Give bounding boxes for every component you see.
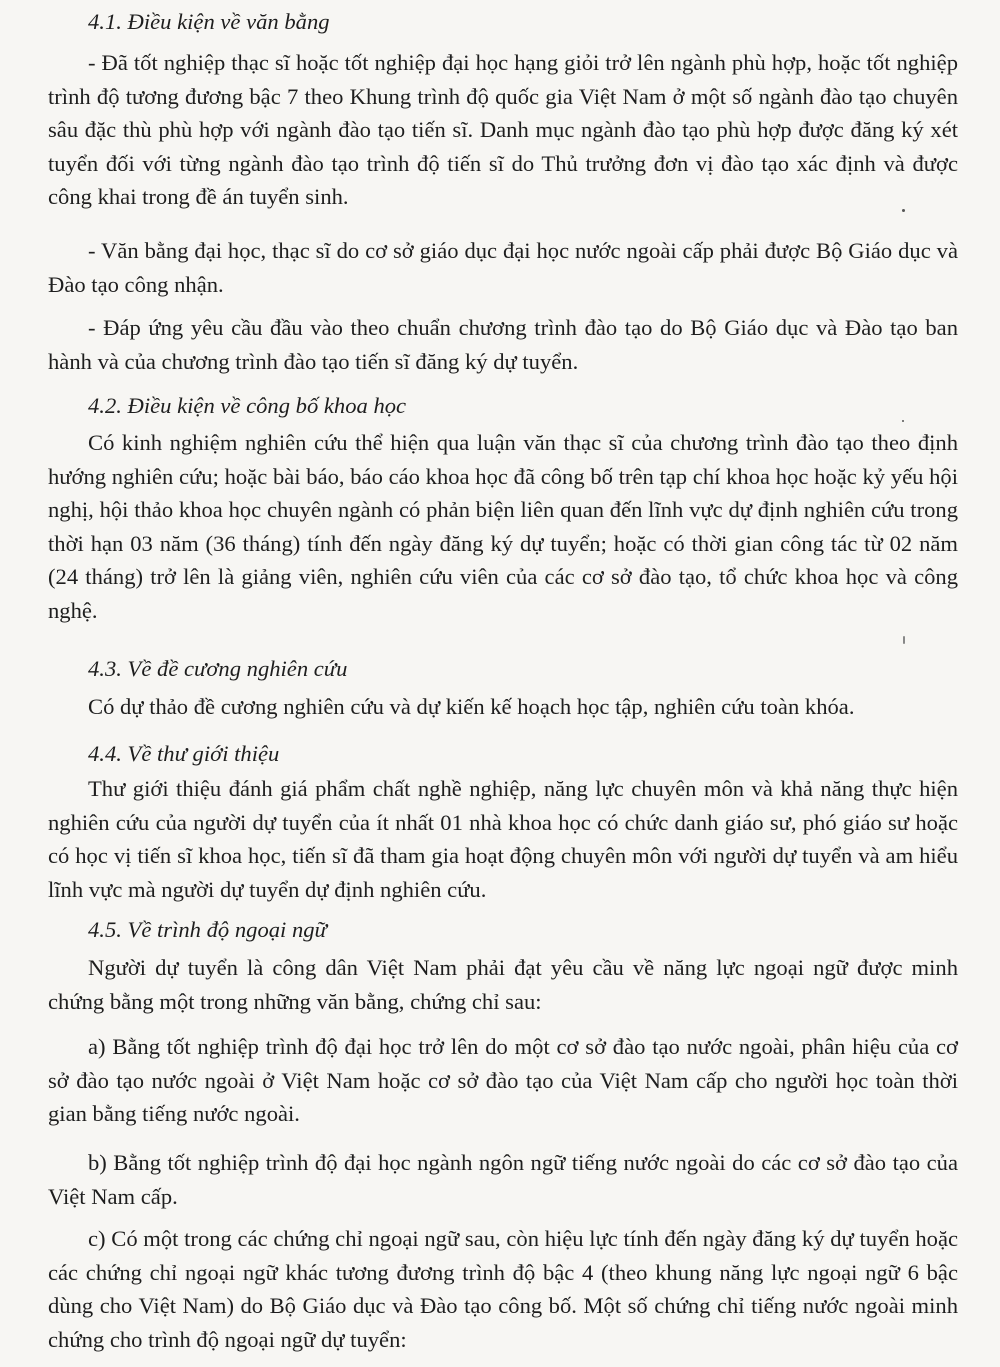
paragraph-4-5-item-c: c) Có một trong các chứng chỉ ngoại ngữ sau, còn hiệu lực tính đến ngày đăng ký dự tuyển hoặc các chứng chỉ ngoại ngữ khác tương đương trình độ bậc 4 (theo khung năng lực ngoại ngữ 6 bậc dùng cho Việt Nam) do Bộ Giáo dục và Đào tạo công bố. Một số chứng chỉ tiếng nước ngoài minh chứng cho trình độ ngoại ngữ dự tuyển:	[48, 1226, 958, 1352]
scan-speck	[902, 209, 905, 212]
section-heading-4-1: 4.1. Điều kiện về văn bằng	[88, 9, 330, 34]
paragraph-4-5-intro: Người dự tuyển là công dân Việt Nam phải đạt yêu cầu về năng lực ngoại ngữ được minh chứng bằng một trong những văn bằng, chứng chỉ sau:	[48, 955, 958, 1014]
paragraph-4-5-item-a: a) Bằng tốt nghiệp trình độ đại học trở lên do một cơ sở đào tạo nước ngoài, phân hiệu của cơ sở đào tạo nước ngoài ở Việt Nam hoặc cơ sở đào tạo của Việt Nam cấp cho người học toàn thời gian bằng tiếng nước ngoài.	[48, 1034, 958, 1127]
section-heading-4-5: 4.5. Về trình độ ngoại ngữ	[88, 917, 327, 942]
section-heading-4-2: 4.2. Điều kiện về công bố khoa học	[88, 393, 407, 418]
section-heading-4-4: 4.4. Về thư giới thiệu	[88, 741, 280, 766]
paragraph-4-3-proposal: Có dự thảo đề cương nghiên cứu và dự kiến kế hoạch học tập, nghiên cứu toàn khóa.	[88, 694, 855, 719]
paragraph-4-1-degree: - Đã tốt nghiệp thạc sĩ hoặc tốt nghiệp đại học hạng giỏi trở lên ngành phù hợp, hoặc tốt nghiệp trình độ tương đương bậc 7 theo Khung trình độ quốc gia Việt Nam ở một số ngành đào tạo chuyên sâu đặc thù phù hợp với ngành đào tạo tiến sĩ. Danh mục ngành đào tạo phù hợp được đăng ký xét tuyển đối với từng ngành đào tạo trình độ tiến sĩ do Thủ trưởng đơn vị đào tạo xác định và được công khai trong đề án tuyển sinh.	[48, 50, 958, 210]
paragraph-4-5-item-b: b) Bằng tốt nghiệp trình độ đại học ngành ngôn ngữ tiếng nước ngoài do các cơ sở đào tạo của Việt Nam cấp.	[48, 1150, 958, 1209]
paragraph-4-4-recommendation: Thư giới thiệu đánh giá phẩm chất nghề nghiệp, năng lực chuyên môn và khả năng thực hiện nghiên cứu của người dự tuyển của ít nhất 01 nhà khoa học có chức danh giáo sư, phó giáo sư hoặc có học vị tiến sĩ khoa học, tiến sĩ đã tham gia hoạt động chuyên môn với người dự tuyển và am hiểu lĩnh vực mà người dự tuyển dự định nghiên cứu.	[48, 776, 958, 902]
scan-speck	[903, 636, 905, 644]
paragraph-4-1-entry-requirement: - Đáp ứng yêu cầu đầu vào theo chuẩn chương trình đào tạo do Bộ Giáo dục và Đào tạo ban hành và của chương trình đào tạo tiến sĩ đăng ký dự tuyển.	[48, 315, 958, 374]
section-heading-4-3: 4.3. Về đề cương nghiên cứu	[88, 656, 348, 681]
paragraph-4-2-research-experience: Có kinh nghiệm nghiên cứu thể hiện qua luận văn thạc sĩ của chương trình đào tạo theo định hướng nghiên cứu; hoặc bài báo, báo cáo khoa học đã công bố trên tạp chí khoa học hoặc kỷ yếu hội nghị, hội thảo khoa học chuyên ngành có phản biện liên quan đến lĩnh vực dự định nghiên cứu trong thời hạn 03 năm (36 tháng) tính đến ngày đăng ký dự tuyển; hoặc có thời gian công tác từ 02 năm (24 tháng) trở lên là giảng viên, nghiên cứu viên của các cơ sở đào tạo, tổ chức khoa học và công nghệ.	[48, 430, 958, 623]
paragraph-4-1-foreign-degree: - Văn bằng đại học, thạc sĩ do cơ sở giáo dục đại học nước ngoài cấp phải được Bộ Giáo dục và Đào tạo công nhận.	[48, 238, 958, 297]
scan-speck	[902, 420, 904, 422]
